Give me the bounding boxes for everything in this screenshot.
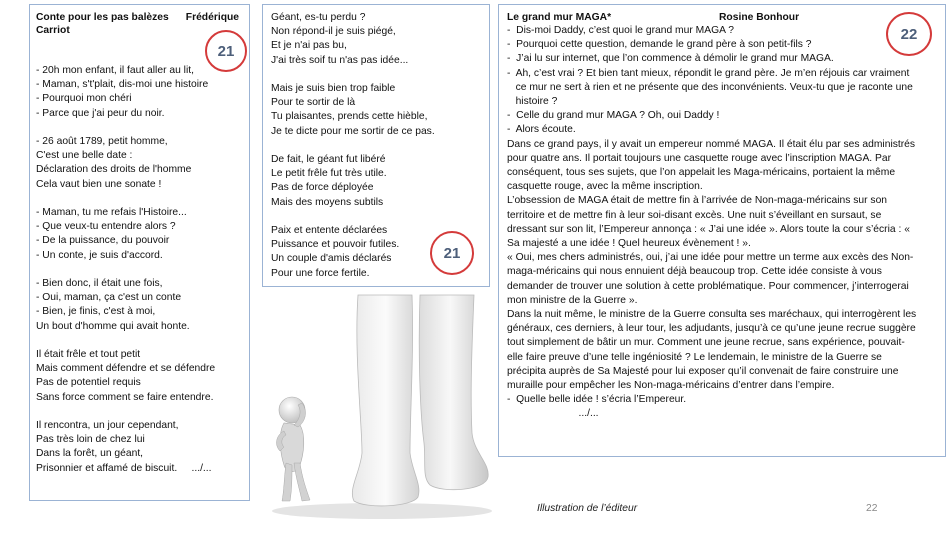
text-line: « Oui, mes chers administrés, oui, j’ai une idée pour mettre un terme aux excès des Non- bbox=[507, 252, 914, 264]
text-line: - Quelle belle idée ! s’écria l’Empereur. bbox=[507, 394, 687, 406]
text-line: Puissance et pouvoir futiles. bbox=[271, 239, 400, 251]
story-right-title: Le grand mur MAGA* bbox=[507, 12, 612, 23]
text-line: Déclaration des droits de l'homme bbox=[36, 164, 192, 176]
page-badge-right: 22 bbox=[886, 12, 932, 56]
text-line: - Bien donc, il était une fois, bbox=[36, 278, 163, 289]
text-line: casquette rouge, avec la même inscription. bbox=[507, 181, 703, 193]
text-line: Géant, es-tu perdu ? bbox=[271, 12, 366, 23]
text-line: Cela vaut bien une sonate ! bbox=[36, 178, 162, 190]
text-line: Pour une force fertile. bbox=[271, 267, 370, 279]
story-right-author: Rosine Bonhour bbox=[719, 12, 800, 23]
text-line: - Celle du grand mur MAGA ? Oh, oui Daddy ! bbox=[507, 110, 720, 122]
text-line: dressant sur son lit, l’Empereur annonça : « J’ai une idée ». Alors toute la cour s’écria : « bbox=[507, 223, 910, 235]
text-line: Non répond-il je suis piégé, bbox=[271, 26, 396, 38]
poem-left-author-first: Frédérique bbox=[185, 12, 239, 23]
text-line: - Un conte, je suis d'accord. bbox=[36, 249, 163, 261]
text-line: - Que veux-tu entendre alors ? bbox=[36, 221, 176, 233]
text-line: Il était frêle et tout petit bbox=[36, 349, 141, 360]
page-number: 22 bbox=[866, 503, 878, 514]
text-line: Mais des moyens subtils bbox=[271, 196, 384, 208]
text-line: elle faire preuve d’une telle ingéniosité ? Le lendemain, le ministre de la Guerre se bbox=[507, 351, 882, 363]
text-line: - Pourquoi cette question, demande le grand père à son petit-fils ? bbox=[507, 39, 812, 51]
text-line: - 26 août 1789, petit homme, bbox=[36, 136, 168, 147]
text-line: Il rencontra, un jour cependant, bbox=[36, 420, 179, 431]
text-line bbox=[271, 68, 481, 82]
text-line: territoire et de mettre fin à leur soi-disant excès. Une nuit s’éveillant en sursaut, se bbox=[507, 209, 882, 221]
text-line: - Maman, tu me refais l'Histoire... bbox=[36, 207, 187, 218]
text-line: Je te dicte pour me sortir de ce pas. bbox=[271, 125, 435, 137]
text-line: pour quatre ans. Il portait toujours une casquette rouge avec l’inscription MAGA. Par bbox=[507, 152, 892, 164]
text-line: - J’ai lu sur internet, que l’on commence à démolir le grand mur MAGA. bbox=[507, 53, 834, 65]
story-right-header bbox=[507, 11, 937, 24]
text-line: ce mur ne sert à rien et ne présente que des inconvénients. Veux-tu que je raconte une bbox=[507, 81, 913, 93]
text-line bbox=[271, 139, 481, 153]
text-line: J'ai très soif tu n'as pas idée... bbox=[271, 54, 409, 66]
text-line: Paix et entente déclarées bbox=[271, 225, 388, 236]
text-line bbox=[36, 405, 243, 419]
text-line: Un bout d'homme qui avait honte. bbox=[36, 320, 190, 332]
text-line bbox=[271, 210, 481, 224]
text-line: Pas de force déployée bbox=[271, 182, 374, 194]
text-line: - 20h mon enfant, il faut aller au lit, bbox=[36, 65, 194, 76]
text-line: Pour te sortir de là bbox=[271, 97, 356, 109]
poem-left-author-last: Carriot bbox=[36, 25, 70, 36]
text-line: généraux, ces derniers, à leur tour, les adjudants, jusqu’à ce qu’une jeune recrue suggère bbox=[507, 323, 916, 335]
text-line: - Maman, s't'plait, dis-moi une histoire bbox=[36, 79, 209, 91]
text-line: Un couple d'amis déclarés bbox=[271, 253, 392, 265]
text-line: tout simplement de bâtir un mur. Comment une jeune recrue, sans expérience, pouvait- bbox=[507, 337, 905, 349]
text-line: - Parce que j'ai peur du noir. bbox=[36, 107, 165, 119]
text-line: - Dis-moi Daddy, c’est quoi le grand mur MAGA ? bbox=[507, 25, 734, 36]
text-line: Tu plaisantes, prends cette hièble, bbox=[271, 111, 428, 123]
text-line: Pas de potentiel requis bbox=[36, 377, 141, 389]
poem-left-title: Conte pour les pas balèzes bbox=[36, 12, 169, 23]
text-line: De fait, le géant fut libéré bbox=[271, 154, 386, 165]
text-line: .../... bbox=[507, 408, 599, 420]
text-line: Mais comment défendre et se défendre bbox=[36, 363, 216, 375]
text-line: Le petit frêle fut très utile. bbox=[271, 168, 387, 180]
text-line: demander de trouver une solution à cette problématique. Pour commencer, j’interrogerai bbox=[507, 280, 909, 292]
text-line: mon ministre de la Guerre ». bbox=[507, 294, 638, 306]
text-line: Sa majesté a une idée ! Quel heureux évènement ! ». bbox=[507, 238, 751, 250]
text-line: conséquent, tous ses sujets, que l’on appelait les Maga-méricains, portaient la même bbox=[507, 167, 896, 179]
text-line: précipita auprès de Sa Majesté pour lui exposer qu’il convenait de faire construire une bbox=[507, 365, 899, 377]
text-line: histoire ? bbox=[507, 96, 558, 108]
illustration-giant-and-little-man bbox=[262, 293, 492, 521]
text-line: - Ah, c’est vrai ? Et bien tant mieux, répondit le grand père. Je m’en réjouis car vraiment bbox=[507, 67, 910, 79]
page-badge-left: 21 bbox=[205, 30, 247, 72]
text-line: Dans la forêt, un géant, bbox=[36, 448, 144, 460]
text-line bbox=[36, 121, 243, 135]
text-line: - Oui, maman, ça c'est un conte bbox=[36, 292, 182, 304]
text-line: muraille pour empêcher les Non-maga-méricains d’entrer dans l’empire. bbox=[507, 380, 835, 392]
poem-left-panel bbox=[29, 4, 250, 501]
text-line: - De la puissance, du pouvoir bbox=[36, 235, 170, 247]
text-line: Pas très loin de chez lui bbox=[36, 434, 145, 446]
illustration-caption: Illustration de l’éditeur bbox=[537, 503, 638, 514]
text-line: Dans la nuit même, le ministre de la Guerre consulta ses maréchaux, qui interrogèrent les bbox=[507, 309, 917, 321]
text-line: Mais je suis bien trop faible bbox=[271, 83, 396, 94]
text-line: - Bien, je finis, c'est à moi, bbox=[36, 306, 156, 318]
text-line: C'est une belle date : bbox=[36, 150, 133, 162]
text-line: Et je n'ai pas bu, bbox=[271, 40, 347, 52]
page-badge-middle: 21 bbox=[430, 231, 474, 275]
text-line: maga-méricains qui nous ennuient déjà beaucoup trop. Cette idée consiste à vous bbox=[507, 266, 882, 278]
poem-left-header bbox=[36, 11, 243, 24]
text-line bbox=[36, 334, 243, 348]
story-right-body bbox=[507, 24, 937, 422]
story-right-panel bbox=[498, 4, 946, 457]
text-line: Prisonnier et affamé de biscuit. .../... bbox=[36, 462, 212, 474]
text-line: L’obsession de MAGA était de mettre fin à l’arrivée de Non-maga-méricains sur son bbox=[507, 195, 888, 207]
text-line bbox=[36, 263, 243, 277]
text-line: Sans force comment se faire entendre. bbox=[36, 391, 214, 403]
text-line: - Alors écoute. bbox=[507, 124, 576, 136]
text-line: Dans ce grand pays, il y avait un empereur nommé MAGA. Il était élu par ses administrés bbox=[507, 138, 916, 150]
text-line bbox=[36, 192, 243, 206]
poem-left-body bbox=[36, 64, 243, 476]
text-line: - Pourquoi mon chéri bbox=[36, 93, 132, 105]
